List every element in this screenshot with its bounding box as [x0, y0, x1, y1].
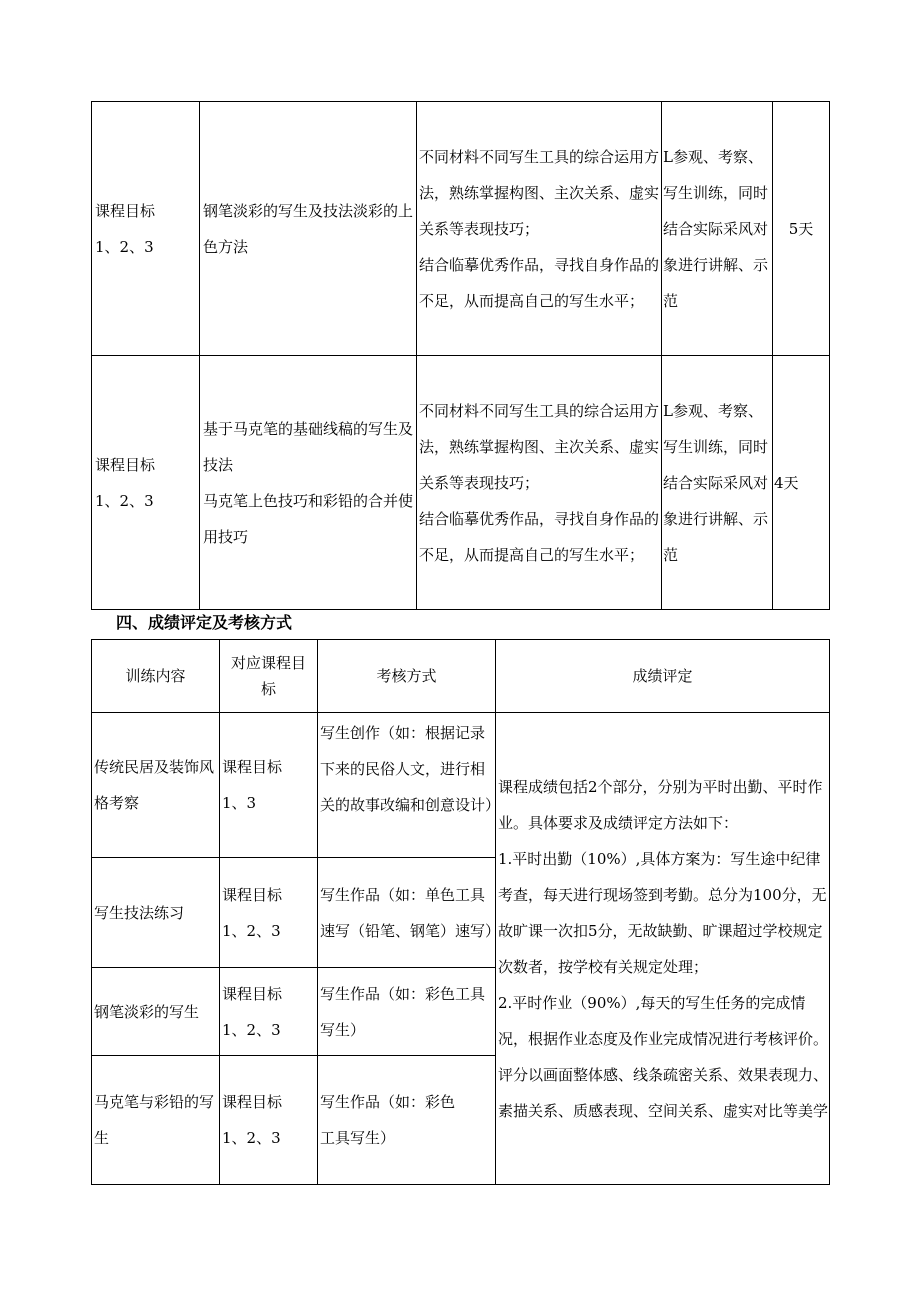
- target-cell: 课程目标 1、2、3: [220, 968, 318, 1056]
- header-content: 训练内容: [92, 640, 220, 713]
- header-row: [92, 640, 830, 713]
- days-cell: 5天: [773, 102, 830, 356]
- method-cell: 写生创作（如：根据记录下来的民俗人文，进行相关的故事改编和创意设计）: [318, 713, 496, 858]
- method-cell: 写生作品（如：彩色工具写生）: [318, 968, 496, 1056]
- schedule-table: [91, 101, 830, 610]
- method-cell: L参观、考察、写生训练，同时结合实际采风对象进行讲解、示范: [662, 102, 773, 356]
- target-cell: 课程目标 1、3: [220, 713, 318, 858]
- content-cell: 基于马克笔的基础线稿的写生及技法 马克笔上色技巧和彩铅的合并使用技巧: [200, 356, 417, 610]
- method-cell: L参观、考察、写生训练，同时结合实际采风对象进行讲解、示范: [662, 356, 773, 610]
- method-cell: 写生作品（如：彩色工具写生）: [318, 1056, 496, 1185]
- grading-cell: 课程成绩包括2个部分，分别为平时出勤、平时作业。具体要求及成绩评定方法如下： 1.平时出勤（10%）,具体方案为：写生途中纪律考查，每天进行现场签到考勤。总分为100分，无故旷课一次扣5分，无故缺勤、旷课超过学校规定次数者，按学校有关规定处理； 2.平时作业（90%）,每天的写生任务的完成情况，根据作业态度及作业完成情况进行考核评价。评分以画面整体感、线条疏密关系、效果表现力、素描关系、质感表现、空间关系、虚实对比等美学: [496, 713, 830, 1185]
- assessment-table: [91, 639, 830, 1185]
- header-method: 考核方式: [318, 640, 496, 713]
- requirements-cell: 不同材料不同写生工具的综合运用方法，熟练掌握构图、主次关系、虚实关系等表现技巧； 结合临摹优秀作品，寻找自身作品的不足，从而提高自己的写生水平；: [417, 356, 662, 610]
- table-row: [92, 713, 830, 858]
- header-target: 对应课程目标: [220, 640, 318, 713]
- method-cell: 写生作品（如：单色工具速写（铅笔、钢笔）速写）: [318, 858, 496, 968]
- target-cell: 课程目标 1、2、3: [92, 356, 200, 610]
- target-cell: 课程目标 1、2、3: [92, 102, 200, 356]
- content-cell: 钢笔淡彩的写生及技法淡彩的上色方法: [200, 102, 417, 356]
- content-cell: 写生技法练习: [92, 858, 220, 968]
- content-cell: 钢笔淡彩的写生: [92, 968, 220, 1056]
- content-cell: 马克笔与彩铅的写生: [92, 1056, 220, 1185]
- table-row: [92, 356, 830, 610]
- requirements-cell: 不同材料不同写生工具的综合运用方法，熟练掌握构图、主次关系、虚实关系等表现技巧； 结合临摹优秀作品，寻找自身作品的不足，从而提高自己的写生水平；: [417, 102, 662, 356]
- table-row: [92, 102, 830, 356]
- target-cell: 课程目标 1、2、3: [220, 1056, 318, 1185]
- section-title: 四、成绩评定及考核方式: [116, 613, 293, 632]
- content-cell: 传统民居及装饰风格考察: [92, 713, 220, 858]
- target-cell: 课程目标 1、2、3: [220, 858, 318, 968]
- days-cell: 4天: [773, 356, 830, 610]
- header-grading: 成绩评定: [496, 640, 830, 713]
